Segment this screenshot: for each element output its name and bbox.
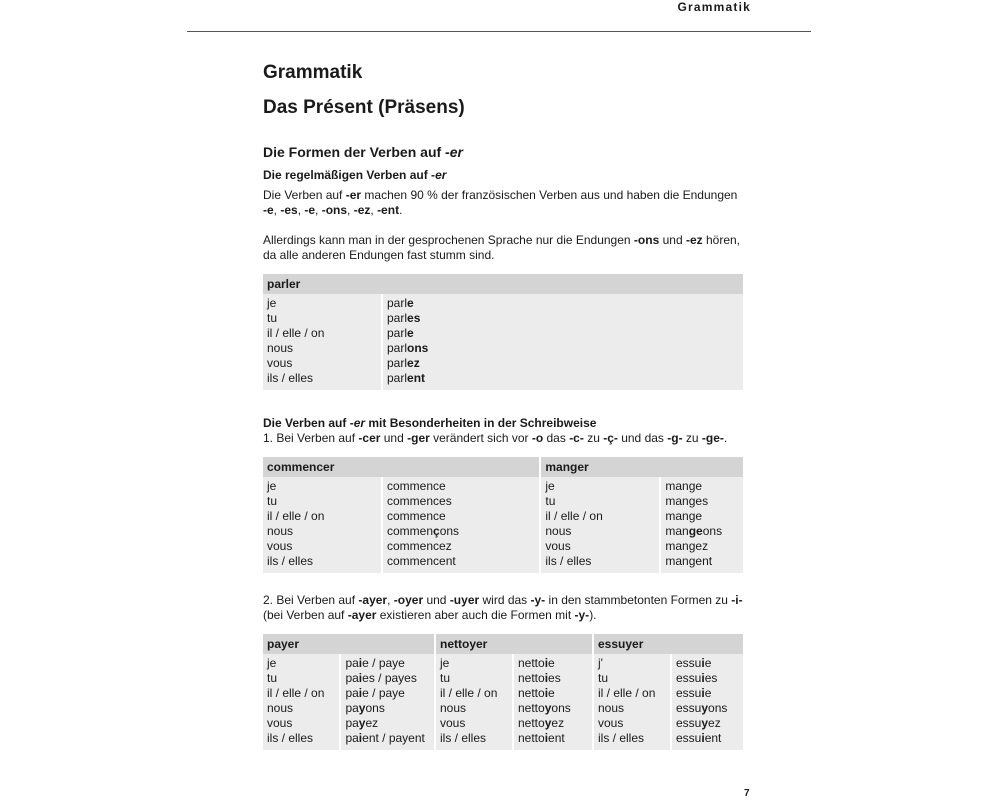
page-number: 7 (744, 788, 750, 799)
form-part: i (358, 686, 363, 700)
text-run: -er (345, 188, 362, 202)
text-run: , (297, 203, 305, 217)
form-part: y (358, 716, 366, 730)
text-run: , (315, 203, 322, 217)
verb-form (676, 716, 739, 731)
verb-form (665, 524, 739, 539)
text-run: zu (583, 431, 604, 445)
verb-form (676, 701, 739, 716)
running-title: Grammatik (677, 0, 751, 14)
pronoun: j' (598, 656, 603, 670)
form-part: pa (345, 716, 359, 730)
form-part: ons (708, 701, 728, 715)
pronoun: nous (267, 524, 294, 538)
form-part: ent / payent (362, 731, 425, 745)
form-part: essu (676, 731, 702, 745)
form-part: es (704, 671, 718, 685)
text-run: -ez (685, 233, 703, 247)
text-run: hören, da alle anderen Endungen fast stumm sind. (263, 233, 740, 262)
verb-form (518, 686, 588, 701)
heading-run: mit Besonderheiten in der Schreibweise (365, 416, 597, 430)
pronoun-column (263, 654, 339, 750)
form-part: y (701, 716, 709, 730)
text-run: existieren aber auch die Formen mit (376, 608, 575, 622)
form-part: i (544, 671, 549, 685)
text-run: -e (263, 203, 274, 217)
form-part: e / paye (362, 656, 405, 670)
pronoun: nous (598, 701, 625, 715)
heading-run: Die Verben auf - (263, 416, 354, 430)
form-part: netto (518, 716, 545, 730)
rule-cer-ger (263, 431, 743, 446)
form-part: es (407, 311, 421, 325)
verb-form (518, 731, 588, 746)
text-run: Allerdings kann man in der gesprochenen Sprache nur die Endungen (263, 233, 634, 247)
pronoun: ils / elles (440, 731, 487, 745)
verb-form (345, 671, 430, 686)
rule-ayer-oyer-uyer (263, 593, 743, 623)
form-part: commences (387, 494, 452, 508)
form-part: mangez (665, 539, 709, 553)
form-part: mange (665, 479, 703, 493)
pronoun: vous (545, 539, 571, 553)
form-part: i (358, 656, 363, 670)
pronoun: nous (545, 524, 572, 538)
form-part: parl (387, 371, 408, 385)
subsection-heading-regular: Die regelmäßigen Verben auf -er (263, 168, 447, 182)
conjugation-table-yer (261, 634, 745, 750)
form-part: i (358, 671, 363, 685)
form-part: essu (676, 716, 702, 730)
pronoun: je (267, 656, 277, 670)
form-part: essu (676, 671, 702, 685)
verb-form (665, 539, 739, 554)
pronoun: je (267, 296, 277, 310)
text-run: . (723, 431, 728, 445)
pronoun: tu (267, 671, 278, 685)
verb-form (387, 341, 739, 356)
text-run: -ayer (358, 593, 388, 607)
pronoun: ils / elles (267, 731, 314, 745)
verb-form (676, 686, 739, 701)
form-part: ons (365, 701, 385, 715)
pronoun: ils / elles (267, 554, 314, 568)
text-run: -ons (321, 203, 348, 217)
page-content (263, 60, 743, 750)
text-run: -ger (407, 431, 430, 445)
form-part: pa (345, 671, 359, 685)
text-run: in den stammbetonten Formen zu (545, 593, 732, 607)
text-run: wird das (479, 593, 531, 607)
form-part: commence (387, 509, 446, 523)
form-part: ons (551, 701, 571, 715)
page-title: Grammatik (263, 62, 363, 83)
text-run: (bei Verben auf (263, 608, 348, 622)
form-part: pa (345, 686, 359, 700)
form-part: commence (387, 479, 446, 493)
verb-form (387, 494, 535, 509)
text-run: -cer (358, 431, 381, 445)
text-run: , (387, 593, 394, 607)
form-column (661, 477, 743, 573)
text-run: zu (682, 431, 702, 445)
pronoun: vous (267, 356, 293, 370)
verb-header: nettoyer (436, 634, 592, 654)
form-part: y (544, 716, 552, 730)
text-run: 1. Bei Verben auf (263, 431, 359, 445)
form-part: ez (365, 716, 379, 730)
running-header (187, 0, 811, 32)
verb-form (665, 494, 739, 509)
pronoun: il / elle / on (267, 326, 325, 340)
form-part: ez (708, 716, 721, 730)
verb-form (387, 479, 535, 494)
verb-form (387, 356, 739, 371)
pronoun: il / elle / on (598, 686, 656, 700)
text-run: Die Verben auf (263, 188, 346, 202)
text-run: , (273, 203, 281, 217)
text-run: . (399, 203, 403, 217)
form-part: mangent (665, 554, 713, 568)
pronoun: je (267, 479, 277, 493)
text-run: -uyer (449, 593, 480, 607)
pronoun: je (440, 656, 450, 670)
verb-form (387, 524, 535, 539)
text-run: und (423, 593, 450, 607)
verb-header: manger (541, 457, 743, 477)
text-run: und das (617, 431, 668, 445)
form-part: mange (665, 509, 703, 523)
verb-form (345, 716, 430, 731)
verb-form (387, 539, 535, 554)
form-part: e (548, 686, 555, 700)
form-part: es / payes (362, 671, 417, 685)
paragraph-spoken-endings (263, 233, 743, 263)
verb-form (387, 296, 739, 311)
text-run: -es (280, 203, 298, 217)
verb-header: essuyer (594, 634, 743, 654)
pronoun: vous (598, 716, 624, 730)
verb-form (387, 311, 739, 326)
text-run: -ons (633, 233, 660, 247)
form-column (514, 654, 592, 750)
form-part: e (548, 656, 555, 670)
text-run: -e (304, 203, 316, 217)
form-part: y (358, 701, 366, 715)
pronoun: ils / elles (267, 371, 314, 385)
pronoun: nous (267, 701, 294, 715)
text-run: ). (589, 608, 597, 622)
form-part: essu (676, 686, 702, 700)
subsection-heading-spelling (263, 416, 743, 431)
form-part: i (544, 656, 549, 670)
text-run: , (347, 203, 354, 217)
text-run: -ayer (347, 608, 377, 622)
verb-form (345, 686, 430, 701)
verb-form (676, 656, 739, 671)
verb-form (665, 554, 739, 569)
verb-form (518, 671, 588, 686)
text-run: machen 90 % der französischen Verben aus und haben die Endungen (361, 188, 738, 202)
verb-form (387, 554, 535, 569)
form-part: e (704, 656, 712, 670)
pronoun: tu (267, 311, 278, 325)
form-part: e (407, 296, 414, 310)
form-part: es (548, 671, 561, 685)
spelling-section (263, 416, 743, 446)
pronoun: nous (440, 701, 467, 715)
pronoun: je (545, 479, 555, 493)
text-run: -oyer (393, 593, 424, 607)
pronoun: ils / elles (545, 554, 592, 568)
verb-form (665, 509, 739, 524)
pronoun: il / elle / on (267, 509, 325, 523)
form-part: man (665, 524, 689, 538)
verb-form (345, 731, 430, 746)
form-part: parl (387, 326, 408, 340)
verb-form (676, 671, 739, 686)
form-part: parl (387, 296, 408, 310)
pronoun-column (263, 477, 381, 573)
form-part: pa (345, 656, 359, 670)
pronoun: vous (267, 539, 293, 553)
pronoun: nous (267, 341, 294, 355)
form-part: parl (387, 341, 408, 355)
pronoun-column (263, 294, 381, 390)
text-run: -ge- (701, 431, 724, 445)
form-part: ge (688, 524, 703, 538)
text-run: und (380, 431, 408, 445)
text-run: -ez (353, 203, 371, 217)
verb-header: payer (263, 634, 434, 654)
verb-form (387, 326, 739, 341)
text-run: und (659, 233, 686, 247)
text-run: , (370, 203, 378, 217)
pronoun: tu (598, 671, 609, 685)
form-part: e (407, 326, 414, 340)
form-part: i (701, 731, 705, 745)
text-run: das (543, 431, 570, 445)
form-part: commencent (387, 554, 456, 568)
form-part: ez (407, 356, 420, 370)
form-part: ons (407, 341, 429, 355)
verb-header: commencer (263, 457, 539, 477)
form-part: essu (676, 701, 702, 715)
form-column (672, 654, 743, 750)
text-run: -o (531, 431, 544, 445)
form-part: parl (387, 311, 408, 325)
form-part: i (701, 686, 705, 700)
form-column (383, 294, 743, 390)
text-run: -ent (377, 203, 400, 217)
conjugation-table-parler (261, 274, 745, 390)
text-run: verändert sich vor (429, 431, 532, 445)
form-part: y (544, 701, 552, 715)
verb-header: parler (263, 274, 743, 294)
pronoun: ils / elles (598, 731, 645, 745)
pronoun: il / elle / on (440, 686, 498, 700)
page-subtitle: Das Présent (Präsens) (263, 97, 465, 118)
form-part: ons (702, 524, 723, 538)
verb-form (665, 479, 739, 494)
form-part: i (701, 671, 705, 685)
form-part: ez (551, 716, 565, 730)
pronoun-column (436, 654, 512, 750)
verb-form (676, 731, 739, 746)
form-part: ç (433, 524, 440, 538)
verb-form (518, 701, 588, 716)
form-part: ent (704, 731, 722, 745)
form-part: e / paye (362, 686, 405, 700)
pronoun: tu (545, 494, 556, 508)
verb-form (345, 656, 430, 671)
pronoun: il / elle / on (267, 686, 325, 700)
pronoun: vous (440, 716, 466, 730)
paragraph-endings (263, 188, 743, 218)
pronoun: tu (267, 494, 278, 508)
pronoun: vous (267, 716, 293, 730)
form-part: manges (665, 494, 709, 508)
form-part: commen (387, 524, 434, 538)
section-heading: Die Formen der Verben auf -er (263, 144, 463, 160)
verb-form (518, 716, 588, 731)
form-part: netto (518, 701, 545, 715)
form-part: pa (345, 731, 359, 745)
pronoun: il / elle / on (545, 509, 603, 523)
form-part: i (358, 731, 363, 745)
verb-form (387, 371, 739, 386)
pronoun-column (594, 654, 670, 750)
heading-run: er (353, 416, 366, 430)
verb-form (518, 656, 588, 671)
form-part: essu (676, 656, 702, 670)
pronoun-column (541, 477, 659, 573)
text-run: -y- (530, 593, 546, 607)
form-part: pa (345, 701, 359, 715)
form-column (341, 654, 434, 750)
text-run: -c- (569, 431, 584, 445)
form-part: e (704, 686, 712, 700)
text-run: -y- (574, 608, 590, 622)
form-part: netto (518, 731, 545, 745)
form-part: netto (518, 671, 545, 685)
text-run: 2. Bei Verben auf (263, 593, 359, 607)
form-part: netto (518, 686, 545, 700)
verb-form (387, 509, 535, 524)
verb-form (345, 701, 430, 716)
form-part: i (701, 656, 705, 670)
conjugation-table-cer-ger (261, 457, 745, 573)
pronoun: tu (440, 671, 451, 685)
text-run: -i- (731, 593, 743, 607)
form-part: i (544, 731, 549, 745)
text-run: -ç- (603, 431, 618, 445)
form-part: ent (548, 731, 565, 745)
form-part: netto (518, 656, 545, 670)
form-part: ons (439, 524, 460, 538)
form-column (383, 477, 539, 573)
text-run: -g- (667, 431, 683, 445)
form-part: parl (387, 356, 408, 370)
form-part: i (544, 686, 549, 700)
form-part: ent (407, 371, 426, 385)
form-part: y (701, 701, 709, 715)
form-part: commencez (387, 539, 452, 553)
